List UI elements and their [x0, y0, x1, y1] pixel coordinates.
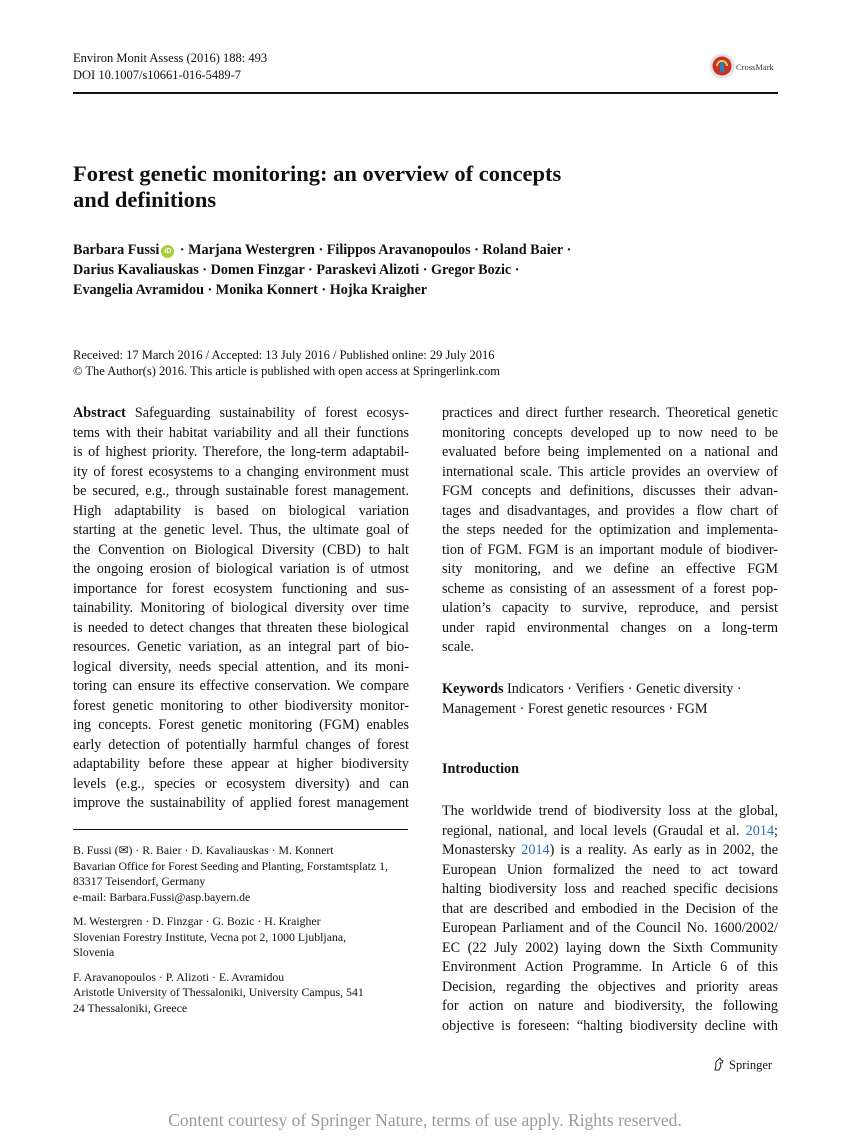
text-line: European Union formalized the need to act toward	[442, 861, 778, 878]
header-rule	[73, 92, 778, 94]
text-line: ity of forest ecosystems to a changing environment must	[73, 463, 409, 480]
author-line: Darius Kavaliauskas · Domen Finzgar · Paraskevi Alizoti · Gregor Bozic ·	[73, 262, 520, 278]
author-line: · Marjana Westergren · Filippos Aravanopoulos · Roland Baier ·	[176, 242, 572, 258]
text-line: resources. Genetic variation, as an integral part of bio-	[73, 639, 409, 655]
affiliation-line: Slovenian Forestry Institute, Vecna pot 2, 1000 Ljubljana,	[73, 929, 347, 944]
title-line: and definitions	[73, 187, 217, 212]
affiliation-line: 24 Thessaloniki, Greece	[73, 1000, 188, 1015]
text-line: is needed to detect changes that threaten these biological	[73, 619, 409, 636]
text-line: starting at the genetic level. Thus, the ultimate goal of	[73, 522, 409, 538]
orcid-icon[interactable]: iD	[161, 245, 174, 258]
text-line: the ongoing erosion of biological variation is of utmost	[73, 561, 409, 577]
text-line: under rapid environmental changes on a long-term	[442, 619, 778, 636]
abstract-label: Abstract	[73, 405, 126, 421]
text-line: early detection of potentially harmful changes of forest	[73, 736, 409, 753]
introduction-body	[442, 802, 778, 1036]
copyright-notice: © The Author(s) 2016. This article is published with open access at Springerlink.com	[73, 364, 501, 378]
text-line: halting biodiversity loss and reached specific decisions	[442, 881, 778, 897]
keywords-line: Indicators · Verifiers · Genetic diversity ·	[507, 681, 742, 697]
affiliation-line: e-mail: Barbara.Fussi@asp.bayern.de	[73, 889, 251, 904]
article-title	[73, 161, 693, 213]
text-line: sity monitoring, and we define an effective FGM	[442, 561, 778, 577]
text-line: tainability. Monitoring of biological diversity over time	[73, 600, 409, 616]
affiliation-line: 83317 Teisendorf, Germany	[73, 874, 206, 888]
intro-line: The worldwide trend of biodiversity loss at the global,	[442, 803, 778, 819]
publisher-name: Springer	[729, 1058, 773, 1072]
author-list	[73, 240, 778, 300]
intro-line: regional, national, and local levels (Graudal et al. 2014;	[442, 822, 778, 839]
publication-dates	[73, 347, 778, 379]
received-dates: Received: 17 March 2016 / Accepted: 13 July 2016 / Published online: 29 July 2016	[73, 348, 495, 362]
text-line: be secured, e.g., through sustainable forest management.	[73, 483, 409, 499]
affiliation-line: B. Fussi (✉) · R. Baier · D. Kavaliauskas · M. Konnert	[73, 843, 334, 857]
text-line: importance for forest ecosystem functioning and sus-	[73, 580, 409, 597]
text-line: tages and disadvantages, and provides a flow chart of	[442, 502, 778, 519]
text-line: the steps needed for the optimization and implementa-	[442, 522, 778, 538]
citation-link[interactable]: 2014	[521, 842, 550, 858]
text-line: monitoring concepts developed up to now need to be	[442, 424, 778, 441]
text-line: toring can ensure its effective conservation. We compare	[73, 678, 409, 694]
text-line: for action on nature and biodiversity, the following	[442, 998, 778, 1014]
abstract-left-column	[73, 404, 409, 814]
text-line: logical diversity, needs special attention, and its moni-	[73, 658, 409, 675]
keywords-block	[442, 679, 778, 719]
keywords-label: Keywords	[442, 681, 504, 697]
footer-notice: Content courtesy of Springer Nature, terms of use apply. Rights reserved.	[168, 1110, 682, 1130]
text-line: ulation’s capacity to survive, reproduce, and persist	[442, 600, 778, 616]
text-line: the Convention on Biological Diversity (CBD) to halt	[73, 541, 409, 558]
introduction-heading: Introduction	[442, 761, 519, 777]
text-line: objective is foreseen: “halting biodiversity decline with	[442, 1017, 778, 1034]
text-line: scale.	[442, 639, 474, 655]
affiliation-line: M. Westergren · D. Finzgar · G. Bozic · H. Kraigher	[73, 914, 321, 928]
affiliation-group	[73, 970, 413, 1017]
text-line: improve the sustainability of applied forest management	[73, 795, 409, 811]
text-line: tems with their habitat variability and all their functions	[73, 424, 409, 441]
text-line: FGM concepts and definitions, discusses their advan-	[442, 483, 778, 499]
citation-link[interactable]: 2014	[745, 822, 775, 839]
author-corresponding: Barbara Fussi	[73, 242, 160, 258]
text-line: practices and direct further research. Theoretical genetic	[442, 405, 778, 421]
crossmark-icon	[709, 53, 735, 79]
text-line: forest genetic monitoring to other biodiversity monitor-	[73, 697, 409, 714]
intro-line: Monastersky 2014) is a reality. As early as in 2002, the	[442, 842, 778, 858]
abstract-continued	[442, 404, 778, 658]
text-line: adaptability before these appear at higher biodiversity	[73, 756, 409, 772]
text-line: Environment Action Programme. In Article 6 of this	[442, 959, 778, 975]
affiliation-line: F. Aravanopoulos · P. Alizoti · E. Avramidou	[73, 969, 285, 984]
affiliation-group	[73, 843, 413, 905]
text-line: scheme as consisting of an assessment of a forest pop-	[442, 580, 778, 597]
abstract-body	[73, 424, 409, 814]
affiliation-rule	[73, 829, 408, 830]
crossmark-label: CrossMark	[736, 62, 774, 72]
text-line: is of highest priority. Therefore, the long-term adaptabil-	[73, 444, 409, 460]
journal-citation: Environ Monit Assess (2016) 188: 493	[73, 51, 268, 65]
text-line: that are described and embodied in the Decision of the	[442, 900, 778, 917]
text-line: European Parliament and of the Council No. 1600/2002/	[442, 920, 778, 936]
text-line: High adaptability is based on biological variation	[73, 502, 409, 519]
author-line: Evangelia Avramidou · Monika Konnert · Hojka Kraigher	[73, 282, 428, 298]
text-line: Decision, regarding the objectives and priority areas	[442, 978, 778, 995]
springer-logo	[712, 1057, 772, 1073]
abstract-text: Safeguarding sustainability of forest ecosys-	[134, 405, 409, 421]
affiliation-line: Aristotle University of Thessaloniki, University Campus, 541	[73, 985, 364, 999]
text-line: levels (e.g., species or ecosystem diversity) and can	[73, 775, 409, 792]
affiliation-line: Bavarian Office for Forest Seeding and Planting, Forstamtsplatz 1,	[73, 858, 388, 873]
text-line: international scale. This article provides an overview of	[442, 463, 778, 480]
abstract-right-column	[442, 404, 778, 658]
text-line: evaluated before being implemented on a national and	[442, 444, 778, 460]
affiliation-group	[73, 914, 413, 961]
title-line: Forest genetic monitoring: an overview of concepts	[73, 161, 562, 186]
text-line: tion of FGM. FGM is an important module of biodiver-	[442, 541, 778, 558]
doi[interactable]: DOI 10.1007/s10661-016-5489-7	[73, 68, 242, 82]
springer-horse-icon	[712, 1057, 726, 1071]
affiliations	[73, 843, 413, 1025]
text-line: EC (22 July 2002) laying down the Sixth Community	[442, 939, 778, 956]
text-line: ing concepts. Forest genetic monitoring (FGM) enables	[73, 717, 409, 733]
keywords-line: Management · Forest genetic resources · FGM	[442, 701, 708, 717]
journal-header	[73, 50, 267, 84]
affiliation-line: Slovenia	[73, 945, 115, 959]
abstract-first-line	[73, 404, 409, 424]
crossmark-badge[interactable]	[709, 53, 779, 81]
